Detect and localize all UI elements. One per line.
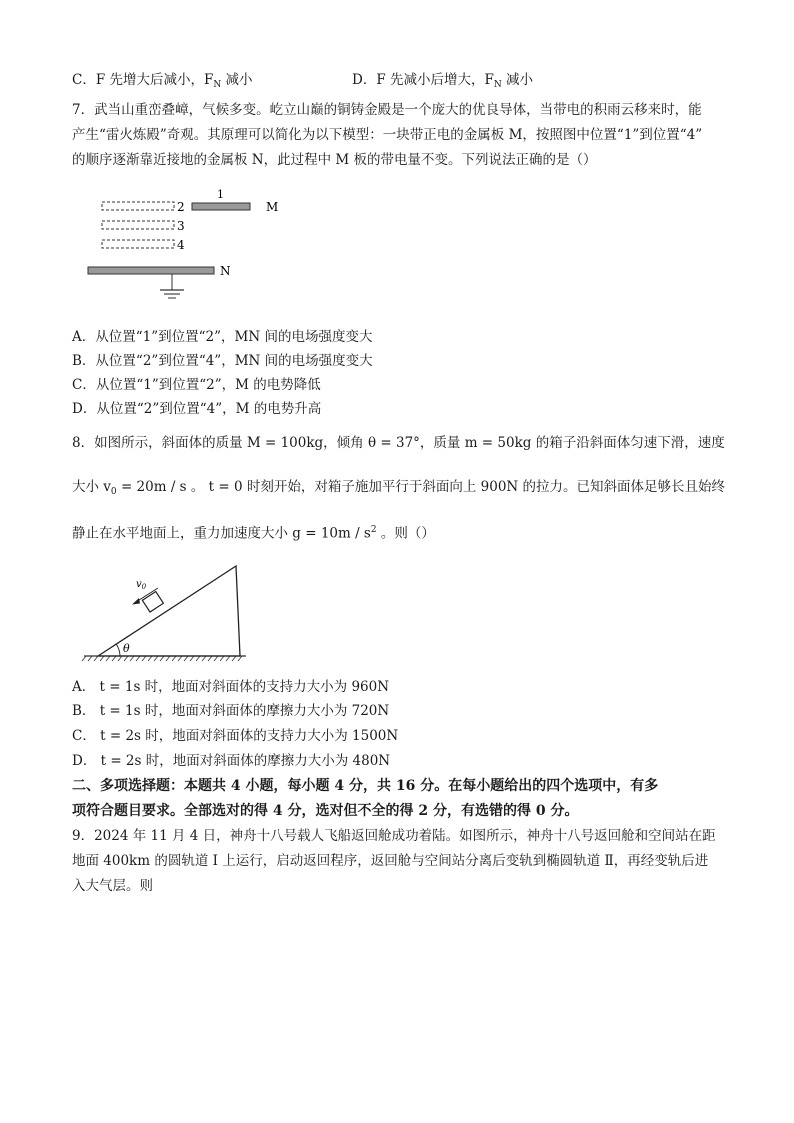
q8-ground-hatch	[82, 656, 242, 661]
q8-line-3-sup: 2	[370, 525, 377, 535]
q8-line-1: 8．如图所示，斜面体的质量 M = 100kg，倾角 θ = 37°，质量 m = 50kg 的箱子沿斜面体匀速下滑，速度	[72, 435, 725, 451]
q7-label-4: 4	[177, 238, 185, 252]
q8-option-a[interactable]: A． t = 1s 时，地面对斜面体的支持力大小为 960N	[72, 679, 390, 695]
q8-option-c[interactable]: C． t = 2s 时，地面对斜面体的支持力大小为 1500N	[72, 728, 399, 744]
q8-line-2-rest: = 20m / s 。 t = 0 时刻开始，对箱子施加平行于斜面向上 900N 的拉力。已知斜面体足够长且始终	[116, 479, 726, 495]
q8-line-2-start: 大小 v	[72, 479, 111, 495]
section2-heading-line-1: 二、多项选择题：本题共 4 小题，每小题 4 分，共 16 分。在每小题给出的四个选项中，有多	[72, 778, 659, 794]
q9-line-2: 地面 400km 的圆轨道 Ⅰ 上运行，启动返回程序，返回舱与空间站分离后变轨到椭圆轨道 Ⅱ，再经变轨后进	[72, 853, 709, 869]
q8-angle-arc	[117, 645, 121, 657]
q8-velocity-label: $v_0$	[136, 579, 147, 591]
q7-label-2: 2	[177, 200, 185, 214]
q8-line-3-start: 静止在水平地面上，重力加速度大小 g = 10m / s	[72, 525, 371, 542]
q8-line-2	[72, 477, 725, 502]
q7-plate-pos-4	[102, 240, 174, 248]
q6-option-d-text: D．F 先减小后增大，F	[352, 72, 494, 88]
q8-line-3	[72, 520, 435, 544]
section2-heading-line-2: 项符合题目要求。全部选对的得 4 分，选对但不全的得 2 分，有选错的得 0 分。	[72, 803, 579, 819]
q7-option-d[interactable]: D．从位置“2”到位置“4”，M 的电势升高	[72, 401, 322, 417]
q6-option-c-end: 减小	[221, 72, 253, 88]
q9-line-1: 9．2024 年 11 月 4 日，神舟十八号载人飞船返回舱成功着陆。如图所示，神舟十八号返回舱和空间站在距	[72, 828, 716, 844]
q6-option-c-text: C．F 先增大后减小，F	[72, 72, 214, 88]
q7-label-n: N	[220, 264, 231, 278]
q8-angle-label: θ	[123, 642, 130, 655]
q7-option-b[interactable]: B．从位置“2”到位置“4”，MN 间的电场强度变大	[72, 353, 373, 369]
q8-figure-incline	[80, 560, 250, 665]
q6-option-d-end: 减小	[501, 72, 534, 88]
q6-option-c-sub: N	[213, 80, 222, 90]
q6-option-d-sub: N	[493, 80, 502, 90]
q7-label-m: M	[266, 200, 279, 214]
q7-plate-pos-2	[102, 202, 174, 210]
q9-line-3: 入大气层。则	[72, 878, 153, 894]
q8-line-2-sub: 0	[110, 487, 117, 497]
q8-option-b[interactable]: B． t = 1s 时，地面对斜面体的摩擦力大小为 720N	[72, 703, 390, 719]
q7-plate-pos-3	[102, 221, 174, 229]
q8-option-d[interactable]: D． t = 2s 时，地面对斜面体的摩擦力大小为 480N	[72, 753, 391, 769]
q7-line-2: 产生“雷火炼殿”奇观。其原理可以简化为以下模型：一块带正电的金属板 M，按照图中位置“1”到位置“4”	[72, 127, 703, 143]
q7-label-1: 1	[217, 188, 224, 201]
q8-box	[142, 592, 163, 612]
q7-option-c[interactable]: C．从位置“1”到位置“2”，M 的电势降低	[72, 377, 321, 393]
q7-plate-n	[88, 267, 214, 274]
q7-line-3: 的顺序逐渐靠近接地的金属板 N，此过程中 M 板的带电量不变。下列说法正确的是（）	[72, 152, 597, 168]
q8-line-3-rest: 。则（）	[376, 525, 435, 542]
q7-option-a[interactable]: A．从位置“1”到位置“2”，MN 间的电场强度变大	[72, 329, 373, 345]
q6-option-d[interactable]	[352, 70, 533, 95]
q7-label-3: 3	[177, 219, 185, 233]
q7-figure-capacitor	[80, 182, 280, 302]
q6-option-c[interactable]	[72, 70, 253, 95]
q7-line-1: 7．武当山重峦叠嶂，气候多变。屹立山巅的铜铸金殿是一个庞大的优良导体，当带电的积雨云移来时，能	[72, 102, 702, 118]
q7-plate-m	[192, 203, 250, 210]
q8-incline-body	[98, 566, 240, 656]
